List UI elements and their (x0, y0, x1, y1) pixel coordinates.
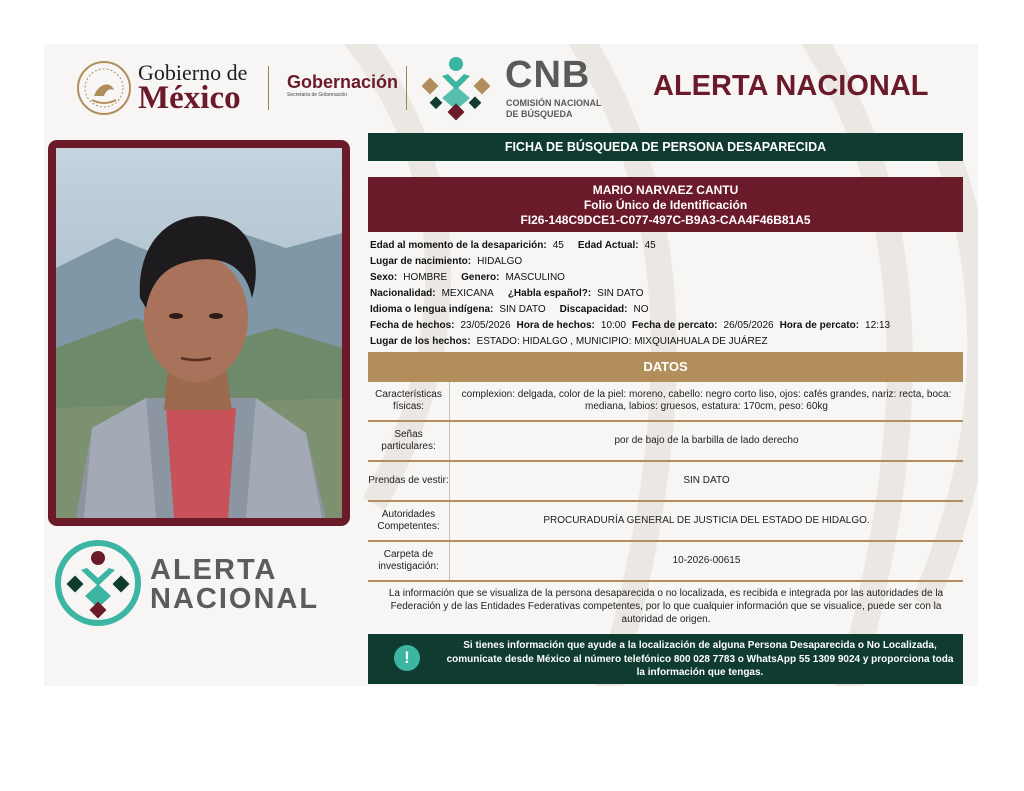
discapacidad-value: NO (633, 304, 649, 315)
person-photo-illustration (56, 148, 342, 518)
datos-row-value: por de bajo de la barbilla de lado derecho (614, 434, 799, 446)
cnb-subtitle-line-2: DE BÚSQUEDA (506, 109, 573, 119)
disclaimer-text: La información que se visualiza de la persona desaparecida o no localizada, es recibida e integrada por las autoridades de la Federación y de las Entidades Federativas competentes, por lo que cualquier información que se visualice, puede ser con la autoridad de origen. (388, 588, 944, 625)
photo-frame (48, 140, 350, 526)
gobierno-line-2: México (138, 80, 241, 116)
genero-value: MASCULINO (505, 272, 565, 283)
folio-value: FI26-148C9DCE1-C077-497C-B9A3-CAA4F46B81A5 (520, 213, 811, 227)
info-row-lugar-hechos (370, 336, 768, 348)
fecha-hechos-label: Fecha de hechos: (370, 320, 455, 331)
edad-actual-label: Edad Actual: (577, 240, 639, 251)
datos-row-prendas (368, 462, 963, 502)
lugar-hechos-label: Lugar de los hechos: (370, 336, 471, 347)
help-info-bar (368, 634, 963, 684)
sexo-value: HOMBRE (403, 272, 448, 283)
info-row-idioma (370, 304, 648, 316)
cnb-logo-icon (418, 54, 494, 122)
edad-desaparicion-label: Edad al momento de la desaparición: (370, 240, 547, 251)
info-row-fechas (370, 320, 890, 332)
datos-row-label: Señas particulares: (368, 422, 450, 460)
info-row-edad (370, 240, 656, 252)
lugar-hechos-value: ESTADO: HIDALGO , MUNICIPIO: MIXQUIAHUALA DE JUÁREZ (476, 336, 768, 347)
hora-hechos-label: Hora de hechos: (516, 320, 595, 331)
info-row-sexo (370, 272, 565, 284)
hora-percato-label: Hora de percato: (779, 320, 860, 331)
nacionalidad-value: MEXICANA (441, 288, 494, 299)
idioma-label: Idioma o lengua indígena: (370, 304, 494, 315)
hora-hechos-value: 10:00 (600, 320, 626, 331)
datos-row-label: Autoridades Competentes: (368, 502, 450, 540)
person-name: MARIO NARVAEZ CANTU (592, 183, 739, 197)
idioma-value: SIN DATO (499, 304, 546, 315)
gobernacion-subtitle: Secretaría de Gobernación (287, 92, 348, 98)
datos-row-caracteristicas (368, 382, 963, 422)
discapacidad-label: Discapacidad: (559, 304, 628, 315)
header-divider (268, 66, 269, 110)
cnb-subtitle (506, 98, 626, 120)
sexo-label: Sexo: (370, 272, 398, 283)
fecha-percato-label: Fecha de percato: (631, 320, 718, 331)
cnb-title: CNB (505, 54, 591, 96)
alerta-logo-line-1: ALERTA (150, 554, 278, 586)
datos-title-bar: DATOS (368, 352, 963, 382)
datos-row-carpeta (368, 542, 963, 582)
alerta-logo-line-2: NACIONAL (150, 583, 320, 615)
cnb-subtitle-line-1: COMISIÓN NACIONAL (506, 98, 602, 108)
info-row-lugar-nacimiento (370, 256, 522, 268)
datos-row-value: SIN DATO (683, 474, 730, 486)
datos-row-label: Prendas de vestir: (368, 462, 450, 500)
datos-row-label: Características físicas: (368, 382, 450, 420)
datos-row-value: complexion: delgada, color de la piel: moreno, cabello: negro corto liso, ojos: cafés grandes, nariz: recta, boca: mediana, labios: gruesos, estatura: 170cm, peso: 60kg (461, 388, 952, 412)
escudo-nacional-icon (76, 60, 132, 116)
person-name-bar (368, 177, 963, 232)
alerta-nacional-logo-text (150, 556, 319, 614)
alerta-nacional-logo-icon (55, 540, 141, 626)
help-info-text: Si tienes información que ayude a la localización de alguna Persona Desaparecida o No Localizada, comunícate desde México al número telefónico 800 028 7783 o WhatsApp 55 1309 9024 y proporciona toda la información que tengas. (446, 640, 954, 678)
gobierno-line-1: Gobierno de (138, 60, 248, 85)
datos-row-autoridades (368, 502, 963, 542)
header-divider (406, 66, 407, 110)
habla-espanol-value: SIN DATO (597, 288, 644, 299)
missing-person-photo (56, 148, 342, 518)
habla-espanol-label: ¿Habla español?: (507, 288, 592, 299)
datos-row-senas (368, 422, 963, 462)
lugar-nacimiento-label: Lugar de nacimiento: (370, 256, 472, 267)
genero-label: Genero: (461, 272, 500, 283)
datos-row-value: 10-2026-00615 (672, 554, 741, 566)
fecha-hechos-value: 23/05/2026 (460, 320, 511, 331)
folio-label: Folio Único de Identificación (583, 198, 748, 212)
lugar-nacimiento-value: HIDALGO (477, 256, 523, 267)
alerta-nacional-title: ALERTA NACIONAL (653, 70, 929, 102)
hora-percato-value: 12:13 (865, 320, 891, 331)
edad-desaparicion-value: 45 (552, 240, 564, 251)
datos-row-value: PROCURADURÍA GENERAL DE JUSTICIA DEL ESTADO DE HIDALGO. (543, 514, 870, 526)
edad-actual-value: 45 (644, 240, 656, 251)
datos-row-label: Carpeta de investigación: (368, 542, 450, 580)
exclamation-icon: ! (394, 645, 420, 671)
ficha-title-bar: FICHA DE BÚSQUEDA DE PERSONA DESAPARECIDA (368, 133, 963, 161)
fecha-percato-value: 26/05/2026 (723, 320, 774, 331)
gobernacion-logo-text: Gobernación (287, 72, 399, 92)
info-row-nacionalidad (370, 288, 643, 300)
nacionalidad-label: Nacionalidad: (370, 288, 436, 299)
